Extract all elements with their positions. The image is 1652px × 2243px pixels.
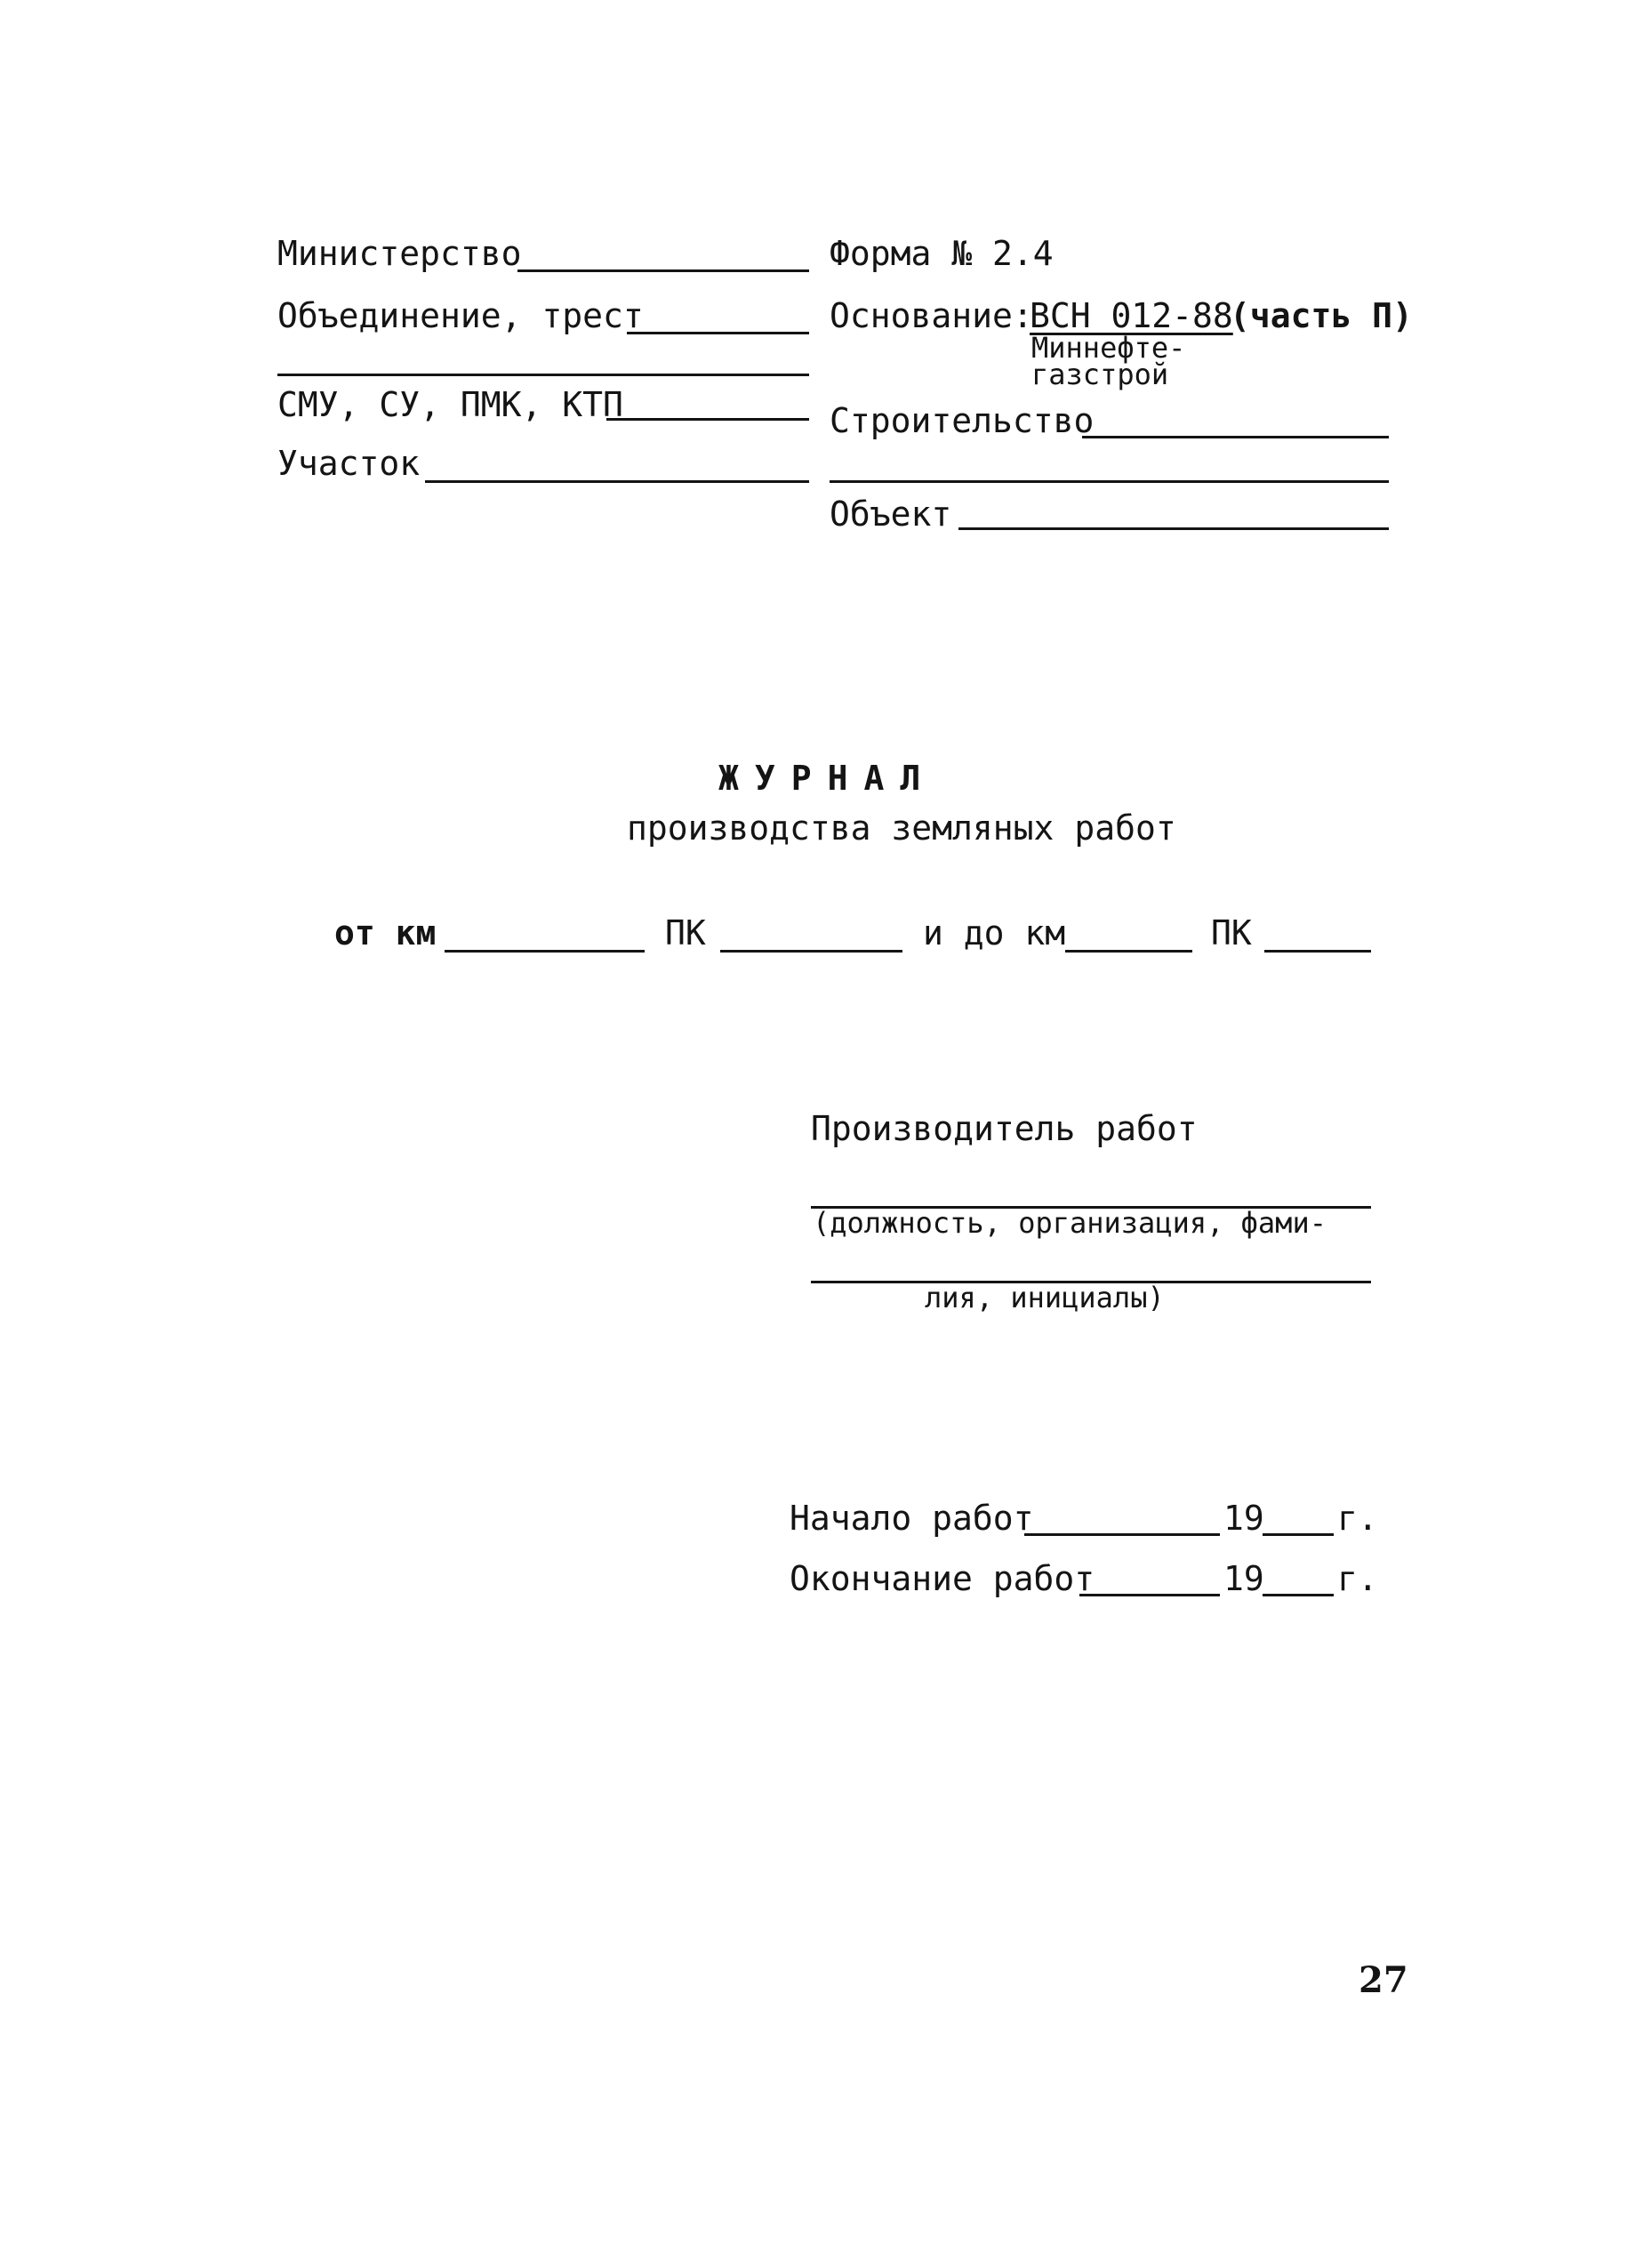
start-year-prefix: 19	[1223, 1499, 1264, 1538]
construction-field-line-2[interactable]	[830, 480, 1389, 483]
basis-org-line1: Миннефте-	[1031, 331, 1186, 365]
start-year-field-line[interactable]	[1263, 1533, 1334, 1536]
journal-subtitle: производства земляных работ	[627, 808, 1176, 848]
from-km-label: от км	[334, 913, 437, 953]
end-year-field-line[interactable]	[1263, 1594, 1334, 1596]
object-field-line[interactable]	[958, 527, 1389, 530]
ministry-label: Министерство	[277, 234, 522, 273]
basis-part: (часть П)	[1230, 296, 1413, 335]
producer-label: Производитель работ	[811, 1109, 1198, 1148]
basis-org-line2: газстрой	[1031, 358, 1169, 391]
construction-label: Строительство	[830, 401, 1095, 440]
construction-field-line[interactable]	[1082, 436, 1389, 438]
pk1-field-line[interactable]	[720, 950, 902, 953]
section-field-line[interactable]	[425, 480, 809, 483]
ministry-field-line[interactable]	[517, 269, 809, 272]
end-date-field-line[interactable]	[1079, 1594, 1220, 1596]
start-date-field-line[interactable]	[1024, 1533, 1220, 1536]
pk-label-1: ПК	[665, 913, 706, 953]
association-label: Объединение, трест	[277, 296, 644, 335]
to-km-field-line[interactable]	[1065, 950, 1192, 953]
basis-label: Основание:	[830, 296, 1033, 335]
journal-title: ЖУРНАЛ	[718, 759, 937, 798]
from-km-field-line[interactable]	[445, 950, 645, 953]
smu-label: СМУ, СУ, ПМК, КТП	[277, 385, 623, 424]
page-number: 27	[1359, 1959, 1408, 2001]
basis-document: ВСН 012-88	[1030, 296, 1233, 335]
end-label: Окончание работ	[790, 1559, 1095, 1598]
to-km-label: и до км	[923, 913, 1066, 953]
start-label: Начало работ	[790, 1499, 1034, 1538]
association-field-line[interactable]	[627, 332, 809, 334]
object-label: Объект	[830, 494, 952, 534]
producer-hint-line1: (должность, организация, фами-	[813, 1206, 1327, 1240]
smu-field-line[interactable]	[606, 418, 809, 421]
pk-label-2: ПК	[1211, 913, 1252, 953]
end-year-prefix: 19	[1223, 1559, 1264, 1598]
section-label: Участок	[277, 444, 421, 483]
pk2-field-line[interactable]	[1264, 950, 1371, 953]
association-field-line-2[interactable]	[277, 374, 809, 376]
start-year-suffix: г.	[1337, 1499, 1378, 1538]
form-number-label: Форма № 2.4	[830, 234, 1054, 273]
end-year-suffix: г.	[1337, 1559, 1378, 1598]
producer-hint-line2: лия, инициалы)	[925, 1281, 1165, 1314]
